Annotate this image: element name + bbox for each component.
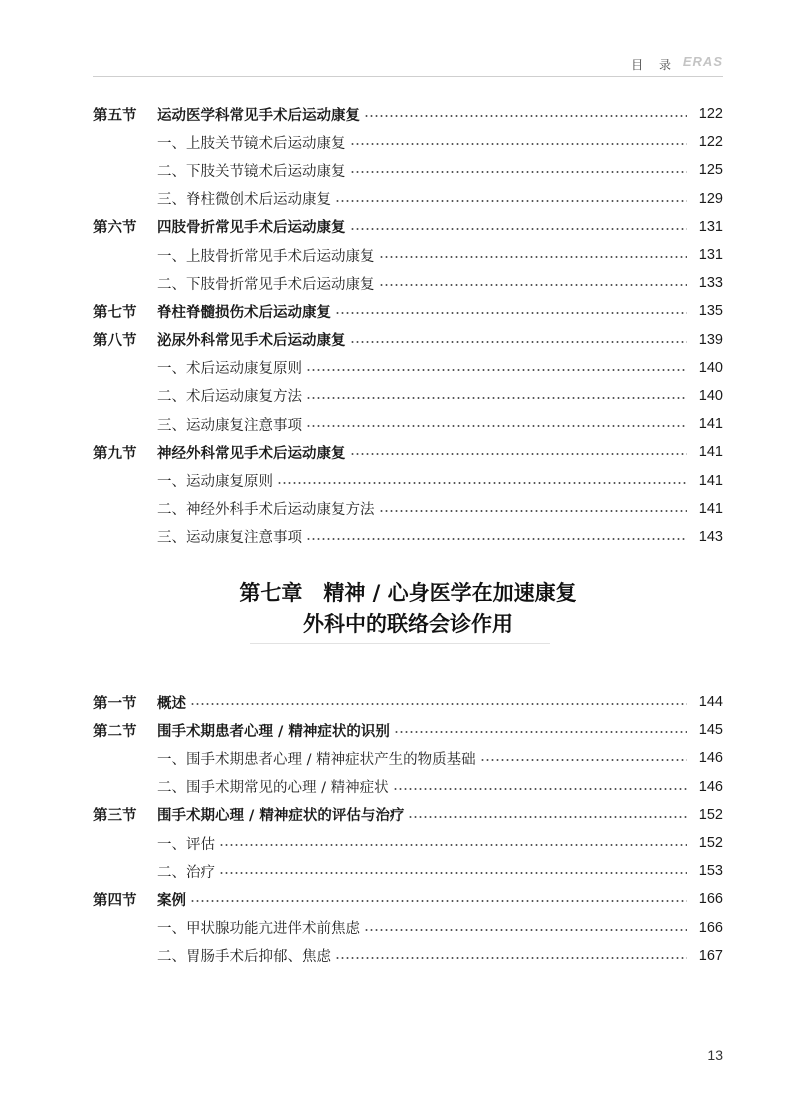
dot-leader (480, 759, 687, 761)
subsection-title: 二、神经外科手术后运动康复方法 (157, 502, 375, 519)
dot-leader (306, 369, 687, 371)
toc-page-number: 141 (698, 444, 723, 461)
dot-leader (394, 731, 687, 733)
toc-page-number: 145 (698, 722, 723, 739)
subsection-title: 一、评估 (157, 836, 215, 853)
toc-section-entry[interactable] (93, 326, 723, 354)
section-number: 第三节 (93, 808, 137, 825)
toc-page-number: 166 (698, 891, 723, 908)
dot-leader (335, 312, 687, 314)
toc-section-entry[interactable] (93, 213, 723, 241)
toc-page-number: 122 (698, 134, 723, 151)
dot-leader (190, 703, 687, 705)
running-header (93, 54, 723, 77)
section-number: 第四节 (93, 892, 137, 909)
toc-page-number: 144 (698, 694, 723, 711)
chapter-divider (250, 643, 550, 644)
header-title: 目 录 (631, 58, 677, 72)
subsection-title: 二、下肢关节镜术后运动康复 (157, 163, 346, 180)
dot-leader (379, 256, 688, 258)
toc-section-entry[interactable] (93, 885, 723, 913)
section-title: 案例 (157, 892, 186, 909)
toc-page-number: 135 (698, 303, 723, 320)
section-number: 第五节 (93, 107, 137, 124)
dot-leader (350, 228, 688, 230)
subsection-title: 二、围手术期常见的心理 / 精神症状 (157, 780, 389, 797)
toc-subsection-entry[interactable] (93, 241, 723, 269)
toc-subsection-entry[interactable] (93, 914, 723, 942)
subsection-title: 二、术后运动康复方法 (157, 389, 302, 406)
subsection-title: 三、运动康复注意事项 (157, 530, 302, 547)
section-number: 第八节 (93, 333, 137, 350)
toc-page-number: 153 (698, 863, 723, 880)
dot-leader (306, 425, 687, 427)
toc-page-number: 152 (698, 835, 723, 852)
toc-subsection-entry[interactable] (93, 269, 723, 297)
section-number: 第七节 (93, 304, 137, 321)
toc-page-number: 122 (698, 106, 723, 123)
toc-page-number: 146 (698, 778, 723, 795)
subsection-title: 一、运动康复原则 (157, 474, 273, 491)
toc-subsection-entry[interactable] (93, 354, 723, 382)
subsection-title: 一、围手术期患者心理 / 精神症状产生的物质基础 (157, 751, 476, 768)
toc-page-number: 166 (698, 919, 723, 936)
toc-subsection-entry[interactable] (93, 523, 723, 551)
dot-leader (350, 143, 688, 145)
toc-list-part2 (93, 688, 723, 970)
chapter-title-line1: 第七章 精神 / 心身医学在加速康复 (239, 581, 577, 605)
section-number: 第一节 (93, 695, 137, 712)
toc-subsection-entry[interactable] (93, 744, 723, 772)
toc-page-number: 167 (698, 947, 723, 964)
toc-list-part1 (93, 100, 723, 551)
dot-leader (219, 844, 687, 846)
subsection-title: 一、术后运动康复原则 (157, 361, 302, 378)
toc-page-number: 140 (698, 387, 723, 404)
dot-leader (335, 200, 687, 202)
toc-subsection-entry[interactable] (93, 185, 723, 213)
section-title: 概述 (157, 695, 186, 712)
toc-subsection-entry[interactable] (93, 773, 723, 801)
page-number: 13 (707, 1047, 723, 1063)
toc-section-entry[interactable] (93, 801, 723, 829)
toc-page-number: 131 (698, 247, 723, 264)
dot-leader (350, 171, 688, 173)
toc-page-number: 131 (698, 218, 723, 235)
toc-subsection-entry[interactable] (93, 942, 723, 970)
dot-leader (306, 538, 687, 540)
toc-page-number: 140 (698, 359, 723, 376)
toc-page-number: 146 (698, 750, 723, 767)
toc-subsection-entry[interactable] (93, 857, 723, 885)
toc-section-entry[interactable] (93, 688, 723, 716)
toc-subsection-entry[interactable] (93, 829, 723, 857)
section-title: 脊柱脊髓损伤术后运动康复 (157, 304, 331, 321)
toc-subsection-entry[interactable] (93, 128, 723, 156)
toc-page-number: 139 (698, 331, 723, 348)
section-title: 泌尿外科常见手术后运动康复 (157, 333, 346, 350)
subsection-title: 三、脊柱微创术后运动康复 (157, 192, 331, 209)
dot-leader (364, 929, 687, 931)
section-title: 神经外科常见手术后运动康复 (157, 445, 346, 462)
toc-page-number: 141 (698, 472, 723, 489)
section-number: 第六节 (93, 220, 137, 237)
subsection-title: 二、治疗 (157, 864, 215, 881)
section-title: 围手术期患者心理 / 精神症状的识别 (157, 723, 390, 740)
dot-leader (335, 957, 687, 959)
toc-page-number: 143 (698, 528, 723, 545)
toc-section-entry[interactable] (93, 100, 723, 128)
section-title: 围手术期心理 / 精神症状的评估与治疗 (157, 808, 405, 825)
subsection-title: 一、上肢关节镜术后运动康复 (157, 135, 346, 152)
dot-leader (277, 482, 687, 484)
toc-page-number: 133 (698, 275, 723, 292)
dot-leader (364, 115, 687, 117)
toc-section-entry[interactable] (93, 438, 723, 466)
toc-page-number: 125 (698, 162, 723, 179)
subsection-title: 三、运动康复注意事项 (157, 417, 302, 434)
section-number: 第二节 (93, 723, 137, 740)
toc-page-number: 152 (698, 806, 723, 823)
section-number: 第九节 (93, 445, 137, 462)
dot-leader (350, 341, 688, 343)
subsection-title: 一、上肢骨折常见手术后运动康复 (157, 248, 375, 265)
subsection-title: 二、胃肠手术后抑郁、焦虑 (157, 949, 331, 966)
toc-subsection-entry[interactable] (93, 382, 723, 410)
toc-subsection-entry[interactable] (93, 495, 723, 523)
dot-leader (379, 284, 688, 286)
toc-section-entry[interactable] (93, 716, 723, 744)
toc-subsection-entry[interactable] (93, 156, 723, 184)
toc-page-number: 141 (698, 500, 723, 517)
toc-section-entry[interactable] (93, 297, 723, 325)
dot-leader (408, 816, 687, 818)
dot-leader (306, 397, 687, 399)
chapter-heading (93, 578, 723, 640)
toc-page-number: 129 (698, 190, 723, 207)
toc-subsection-entry[interactable] (93, 410, 723, 438)
dot-leader (219, 872, 687, 874)
dot-leader (379, 510, 688, 512)
toc-subsection-entry[interactable] (93, 466, 723, 494)
subsection-title: 一、甲状腺功能亢进伴术前焦虑 (157, 921, 360, 938)
chapter-title-line2: 外科中的联络会诊作用 (303, 612, 513, 636)
dot-leader (350, 453, 688, 455)
toc-page-number: 141 (698, 416, 723, 433)
section-title: 四肢骨折常见手术后运动康复 (157, 220, 346, 237)
header-brand-logo: ERAS (682, 54, 723, 69)
section-title: 运动医学科常见手术后运动康复 (157, 107, 360, 124)
dot-leader (393, 788, 687, 790)
subsection-title: 二、下肢骨折常见手术后运动康复 (157, 276, 375, 293)
dot-leader (190, 900, 687, 902)
